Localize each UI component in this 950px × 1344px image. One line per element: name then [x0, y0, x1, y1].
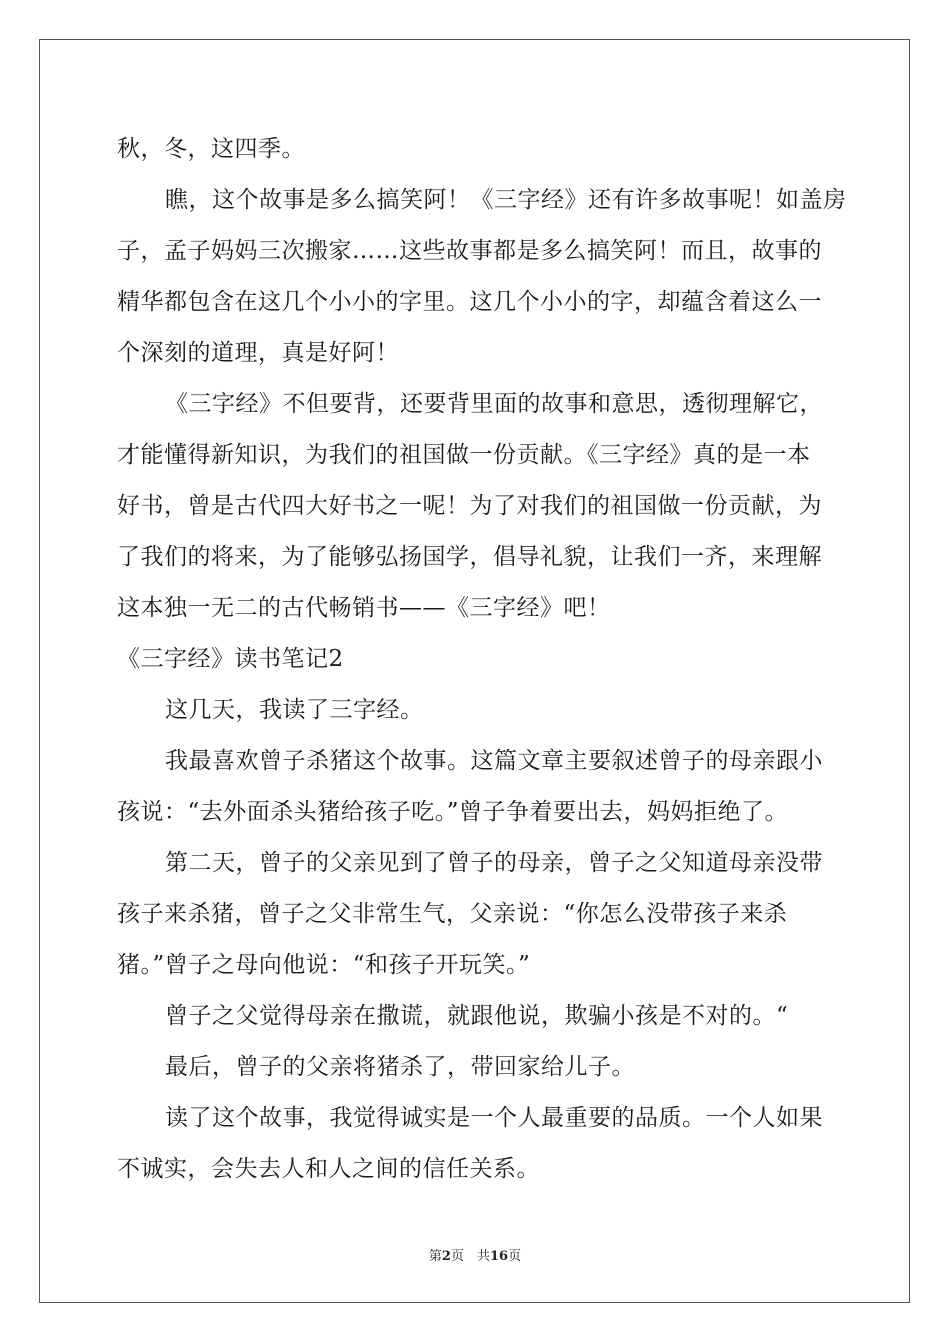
text-line: 好书，曾是古代四大好书之一呢！为了对我们的祖国做一份贡献，为	[117, 493, 822, 519]
text-line: 孩子来杀猪，曾子之父非常生气，父亲说：“你怎么没带孩子来杀	[117, 901, 788, 927]
total-page-count: 16	[489, 1249, 509, 1264]
text-line: 我最喜欢曾子杀猪这个故事。这篇文章主要叙述曾子的母亲跟小	[165, 748, 823, 774]
text-line: 孩说：“去外面杀头猪给孩子吃。”曾子争着要出去，妈妈拒绝了。	[117, 799, 789, 825]
text-line: 子，孟子妈妈三次搬家……这些故事都是多么搞笑阿！而且，故事的	[117, 238, 822, 264]
text-line: 曾子之父觉得母亲在撒谎，就跟他说，欺骗小孩是不对的。“	[165, 1003, 789, 1029]
text-line: 《三字经》不但要背，还要背里面的故事和意思，透彻理解它，	[165, 391, 823, 417]
text-line: 最后，曾子的父亲将猪杀了，带回家给儿子。	[165, 1054, 635, 1080]
text-line: 精华都包含在这几个小小的字里。这几个小小的字，却蕴含着这么一	[117, 289, 822, 315]
current-page-number: 2	[441, 1249, 451, 1264]
text-line: 才能懂得新知识，为我们的祖国做一份贡献。《三字经》真的是一本	[117, 442, 811, 468]
text-line: 这几天，我读了三字经。	[165, 697, 424, 723]
text-line: 猪。”曾子之母向他说：“和孩子开玩笑。”	[117, 952, 531, 978]
footer-mid: 页 共	[450, 1249, 490, 1264]
text-line: 这本独一无二的古代畅销书——《三字经》吧！	[117, 595, 611, 621]
section-heading: 《三字经》读书笔记2	[117, 646, 344, 672]
text-line: 了我们的将来，为了能够弘扬国学，倡导礼貌，让我们一齐，来理解	[117, 544, 822, 570]
text-line: 第二天，曾子的父亲见到了曾子的母亲，曾子之父知道母亲没带	[165, 850, 823, 876]
text-line: 读了这个故事，我觉得诚实是一个人最重要的品质。一个人如果	[165, 1105, 823, 1131]
footer-suffix: 页	[508, 1249, 522, 1264]
footer-prefix: 第	[428, 1249, 442, 1264]
text-line: 不诚实，会失去人和人之间的信任关系。	[117, 1156, 540, 1182]
document-body	[117, 124, 847, 1195]
text-line: 个深刻的道理，真是好阿！	[117, 340, 399, 366]
text-line: 瞧，这个故事是多么搞笑阿！《三字经》还有许多故事呢！如盖房	[165, 187, 847, 213]
page-footer	[0, 1248, 950, 1266]
text-line: 秋，冬，这四季。	[117, 136, 305, 162]
